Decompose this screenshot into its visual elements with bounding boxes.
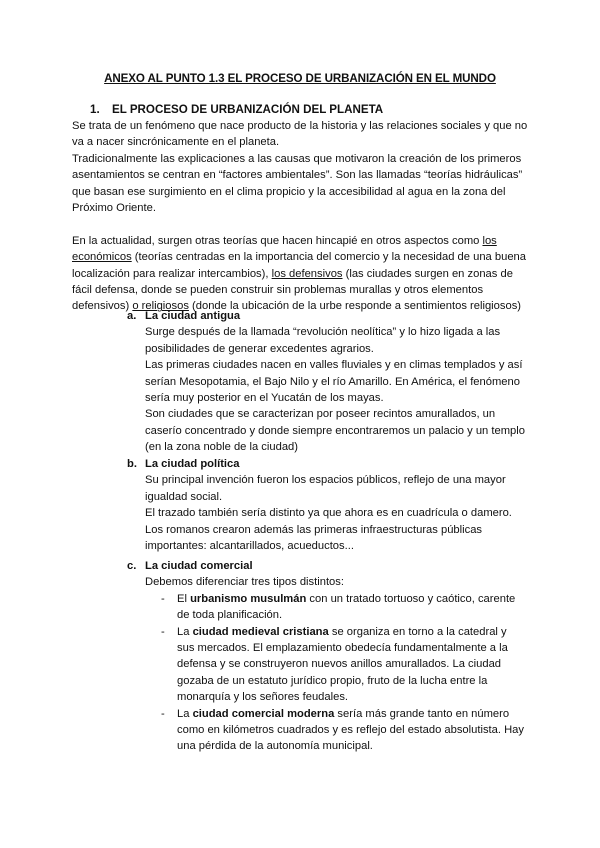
bullet-text-pre: La	[177, 625, 193, 638]
subsection-b-heading	[127, 456, 527, 472]
intro-block	[72, 118, 534, 315]
intro-paragraph-2: Tradicionalmente las explicaciones a las causas que motivaron la creación de los primeros asentamientos se centran en “factores ambientales”. Son las llamadas “teorías hidráulicas” que basan ese surgimiento en el clima propicio y la accesibilidad al agua en la zona del Próximo Oriente.	[72, 152, 523, 215]
intro-p3-text-4: (donde la ubicación de la urbe responde a sentimientos religiosos)	[188, 300, 522, 313]
bullet-text-pre: La	[177, 707, 193, 720]
bullet-dash: -	[161, 707, 165, 720]
bullet-dash: -	[161, 592, 165, 605]
intro-p3-text-3: (las ciudades surgen en zonas de fácil defensa, donde se pueden construir sin problemas murallas y otros elementos defensivos)	[72, 267, 513, 313]
subsection-b-paragraph-2: El trazado también sería distinto ya que ahora es en cuadrícula o damero.	[145, 507, 512, 520]
intro-p3-underline-economicos: los económicos	[72, 234, 497, 264]
subsection-a-title: La ciudad antigua	[145, 310, 241, 322]
subsection-b-title: La ciudad política	[145, 458, 240, 470]
section-heading	[90, 102, 383, 118]
subsection-a-paragraph-1: Surge después de la llamada “revolución neolítica” y lo hizo ligada a las posibilidades de generar excedentes agrarios.	[145, 326, 501, 355]
bullet-text-post: sería más grande tanto en número como en kilómetros cuadrados y es reflejo del estado absolutista. Hay una pérdida de la autonomía municipal.	[177, 707, 524, 753]
section-title: EL PROCESO DE URBANIZACIÓN DEL PLANETA	[112, 103, 384, 116]
intro-p3-text-1: En la actualidad, surgen otras teorías que hacen hincapié en otros aspectos como	[72, 234, 483, 247]
list-item	[161, 706, 527, 755]
bullet-text-bold: urbanismo musulmán	[190, 592, 307, 605]
bullet-text-post: con un tratado tortuoso y caótico, carente de toda planificación.	[177, 592, 516, 622]
list-item	[161, 591, 527, 624]
list-item	[161, 624, 527, 706]
subsection-a	[127, 308, 527, 456]
subsection-c-heading	[127, 558, 527, 574]
subsection-a-paragraph-3: Son ciudades que se caracterizan por poseer recintos amurallados, un caserío concentrado y donde siempre encontraremos un palacio y un templo (en la zona noble de la ciudad)	[145, 408, 525, 454]
subsection-c-letter: c.	[127, 560, 137, 572]
subsection-a-paragraph-2: Las primeras ciudades nacen en valles fluviales y en climas templados y así serían Mesopotamia, el Bajo Nilo y el río Amarillo. En América, el fenómeno sería muy posterior en el Yucatán de los mayas.	[145, 359, 523, 405]
intro-p3-underline-religiosos: o religiosos	[132, 300, 189, 313]
subsection-b	[127, 456, 527, 554]
bullet-text-bold: ciudad comercial moderna	[192, 707, 335, 720]
subsection-c-list	[161, 591, 527, 755]
bullet-dash: -	[161, 625, 165, 638]
bullet-text-post: se organiza en torno a la catedral y sus mercados. El emplazamiento obedecía fundamentalmente a la defensa y se construyeron nuevos anillos amurallados. La ciudad gozaba de un estatuto jurídico propio, fruto de la lucha entre la monarquía y los señores feudales.	[177, 625, 508, 704]
section-number: 1.	[90, 103, 100, 116]
intro-paragraph-1: Se trata de un fenómeno que nace producto de la historia y las relaciones sociales y que no va a nacer sincrónicamente en el planeta.	[72, 120, 528, 149]
bullet-text-pre: El	[177, 592, 191, 605]
subsection-c-title: La ciudad comercial	[145, 560, 253, 572]
subsection-a-heading	[127, 308, 527, 324]
bullet-text-bold: ciudad medieval cristiana	[192, 625, 329, 638]
intro-p3-underline-defensivos: los defensivos	[271, 267, 343, 280]
subsection-b-letter: b.	[127, 458, 137, 470]
subsection-b-paragraph-1: Su principal invención fueron los espacios públicos, reflejo de una mayor igualdad social.	[145, 474, 506, 503]
intro-paragraph-3	[72, 233, 534, 315]
subsection-b-paragraph-3: Los romanos crearon además las primeras infraestructuras públicas importantes: alcantarillados, acueductos...	[145, 523, 483, 553]
intro-p3-text-2: (teorías centradas en la importancia del comercio y la necesidad de una buena localización para realizar intercambios),	[72, 251, 526, 280]
subsection-a-letter: a.	[127, 310, 137, 322]
subsection-c-lead: Debemos diferenciar tres tipos distintos:	[145, 576, 344, 589]
document-title: ANEXO AL PUNTO 1.3 EL PROCESO DE URBANIZACIÓN EN EL MUNDO	[104, 72, 496, 85]
subsection-c	[127, 558, 527, 755]
